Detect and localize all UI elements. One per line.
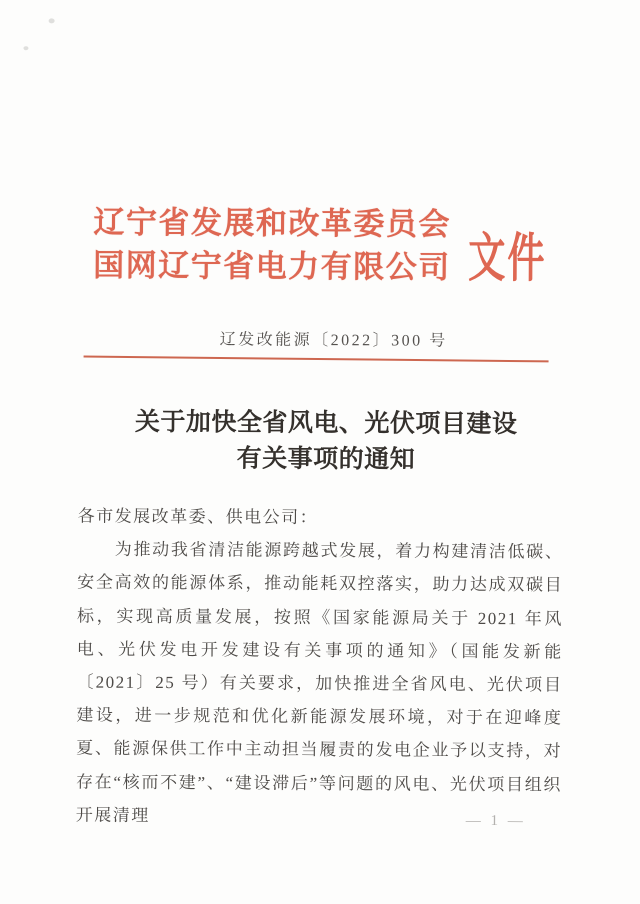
- document-number: 辽发改能源〔2022〕300 号: [219, 331, 448, 350]
- org-name-line2: 国网辽宁省电力有限公司: [93, 247, 451, 285]
- letterhead-doc-type-label: 文件: [468, 228, 547, 289]
- salutation: 各市发展改革委、供电公司：: [77, 506, 319, 527]
- scan-speck: [49, 18, 55, 23]
- letterhead-org-names: [93, 201, 451, 289]
- org-name-line1: 辽宁省发展和改革委员会: [93, 204, 452, 242]
- scan-speck: [23, 46, 28, 50]
- letterhead-red-rule: [84, 356, 549, 363]
- document-body: [76, 500, 564, 835]
- document-title-line2: 有关事项的通知: [236, 445, 416, 474]
- document-title: [6, 404, 640, 480]
- document-title-line1: 关于加快全省风电、光伏项目建设: [134, 408, 518, 439]
- body-paragraph: 为推动我省清洁能源跨越式发展，着力构建清洁低碳、安全高效的能源体系，推动能耗双控落实，助力达成双碳目标，实现高质量发展，按照《国家能源局关于 2021 年风电、光伏发电开发建设有关事项的通知》（国能发新能〔2021〕25 号）有关要求，加快推进全省风电、光伏项目建设，进一步规范和优化新能源发展环境，对于在迎峰度夏、能源保供工作中主动担当履责的发电企业予以支持，对存在“核而不建”、“建设滞后”等问题的风电、光伏项目组织开展清理: [75, 539, 564, 825]
- page-number: — 1 —: [465, 812, 526, 830]
